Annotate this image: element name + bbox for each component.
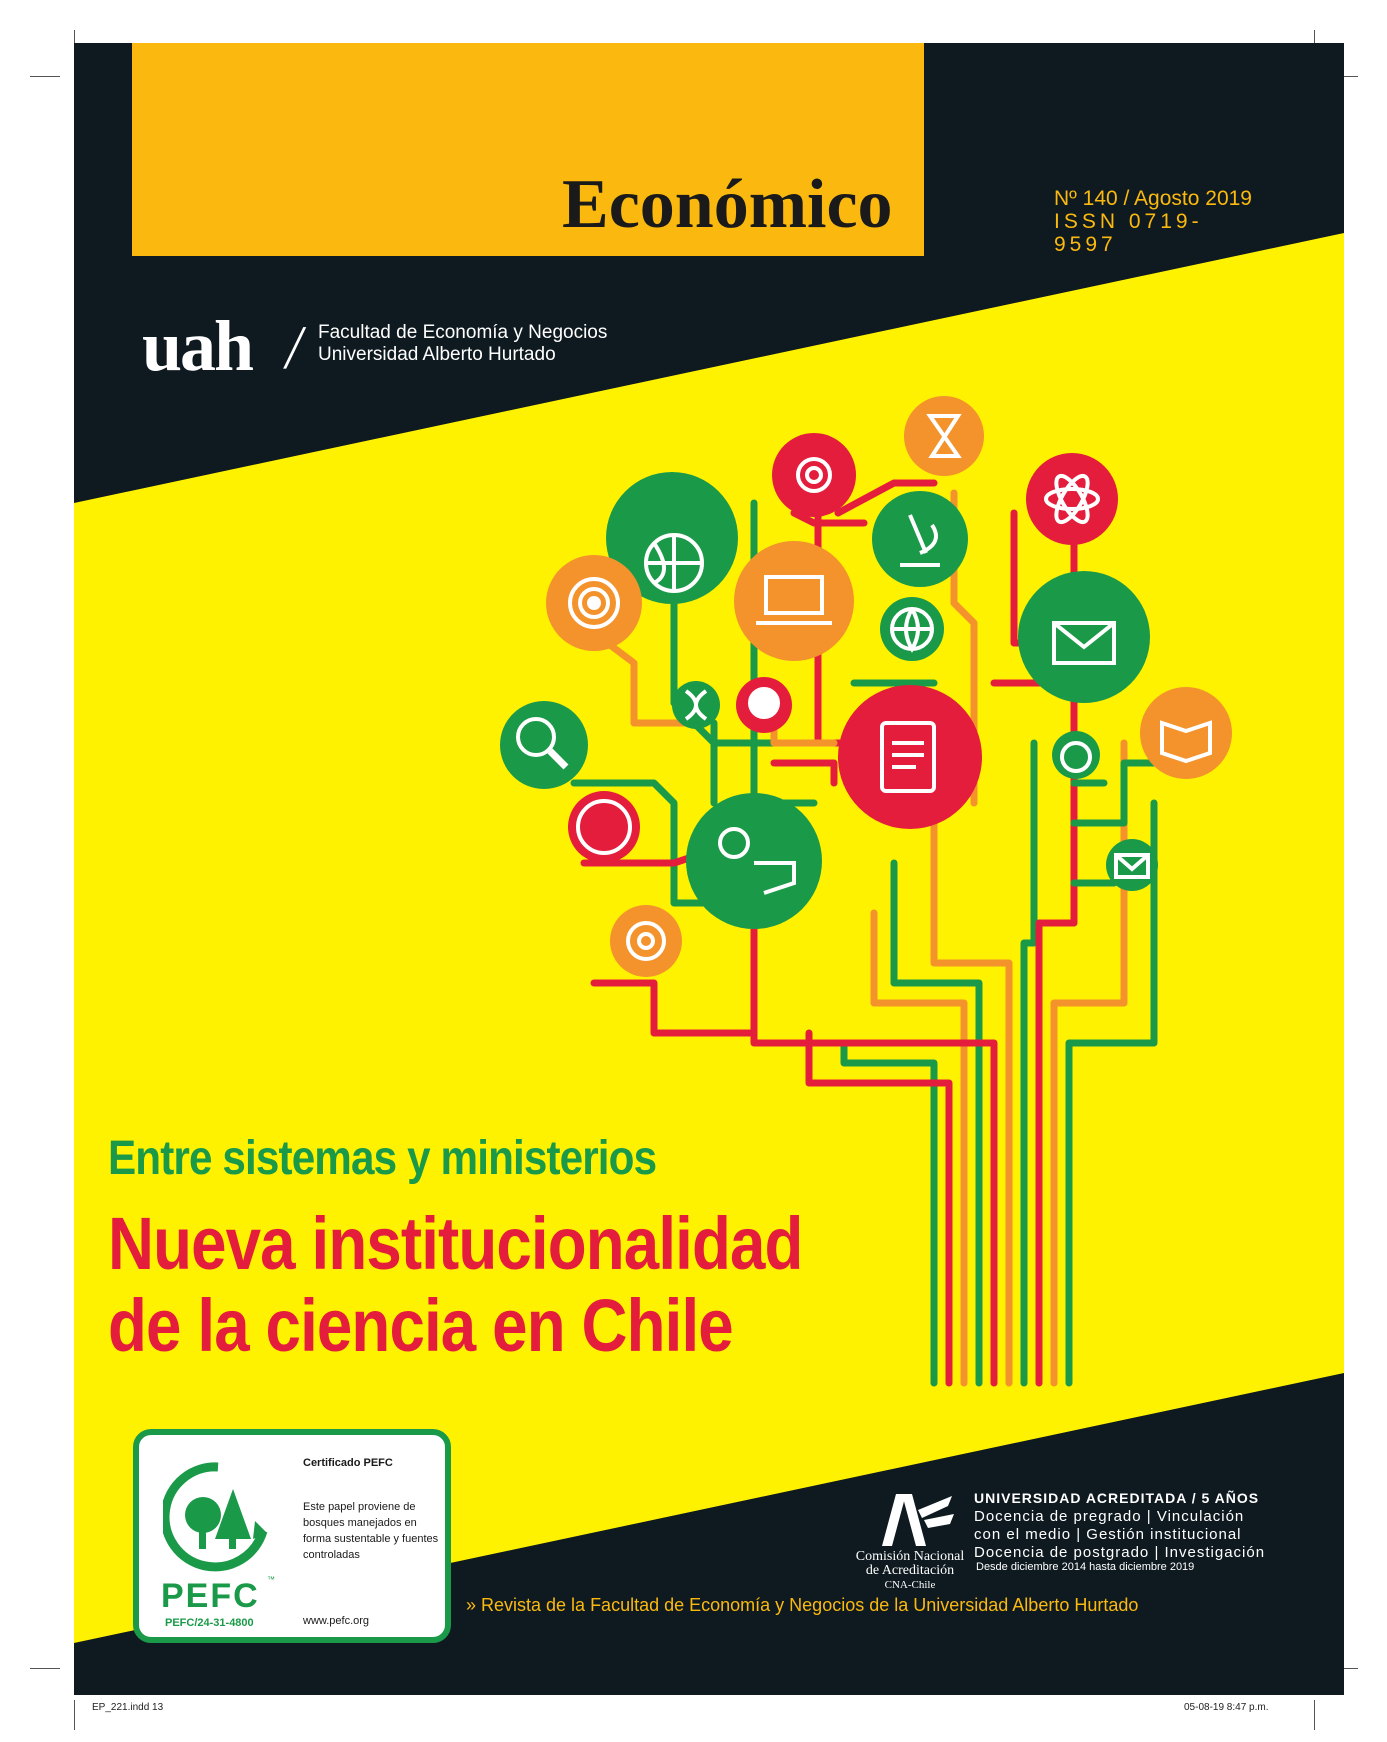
print-slug-left: EP_221.indd 13 (92, 1702, 164, 1713)
pefc-description: Este papel proviene de bosques manejados en forma sustentable y fuentes controladas (303, 1501, 439, 1561)
cna-logo-icon (862, 1490, 958, 1550)
magazine-title-bold: Económico (562, 166, 893, 243)
accreditation-line: con el medio | Gestión institucional (974, 1526, 1242, 1543)
uah-logo-slash: / (281, 314, 309, 382)
cna-line: de Acreditación (865, 1563, 955, 1578)
pefc-certified-label: Certificado PEFC (303, 1457, 393, 1469)
university-line: Universidad Alberto Hurtado (318, 344, 556, 365)
accreditation-dates: Desde diciembre 2014 hasta diciembre 2019 (976, 1561, 1195, 1573)
pefc-trademark: ™ (267, 1575, 275, 1584)
accreditation-title: UNIVERSIDAD ACREDITADA / 5 AÑOS (974, 1490, 1260, 1506)
crop-mark (30, 1668, 60, 1669)
pefc-wordmark: PEFC (161, 1577, 260, 1615)
accreditation-line: Docencia de pregrado | Vinculación (974, 1508, 1245, 1525)
pefc-tree-logo-icon (163, 1461, 273, 1581)
print-slug-right: 05-08-19 8:47 p.m. (1184, 1702, 1269, 1713)
pefc-certificate-box (133, 1429, 451, 1643)
crop-mark (30, 76, 60, 77)
magazine-cover (74, 43, 1344, 1695)
faculty-line: Facultad de Economía y Negocios (318, 322, 608, 343)
magazine-title-italic: Observatorio (146, 168, 532, 245)
headline-line-1: Nueva institucionalidad (108, 1202, 803, 1285)
uah-logo: uah (142, 306, 253, 386)
crop-mark (1314, 1700, 1315, 1730)
headline-kicker: Entre sistemas y ministerios (108, 1132, 657, 1185)
cna-line: Comisión Nacional (855, 1549, 965, 1564)
headline-line-2: de la ciencia en Chile (108, 1284, 733, 1367)
issn: ISSN 0719-9597 (1054, 210, 1203, 256)
pefc-url: www.pefc.org (303, 1615, 370, 1627)
cna-line: CNA-Chile (884, 1579, 936, 1591)
crop-mark (74, 1700, 75, 1730)
headline (108, 1203, 803, 1367)
pefc-license-code: PEFC/24-31-4800 (165, 1617, 254, 1629)
accreditation-line: Docencia de postgrado | Investigación (974, 1544, 1266, 1561)
issue-number: Nº 140 / Agosto 2019 (1054, 187, 1252, 210)
revista-footer: » Revista de la Facultad de Economía y Negocios de la Universidad Alberto Hurtado (466, 1595, 1139, 1615)
cna-name (840, 1550, 980, 1592)
